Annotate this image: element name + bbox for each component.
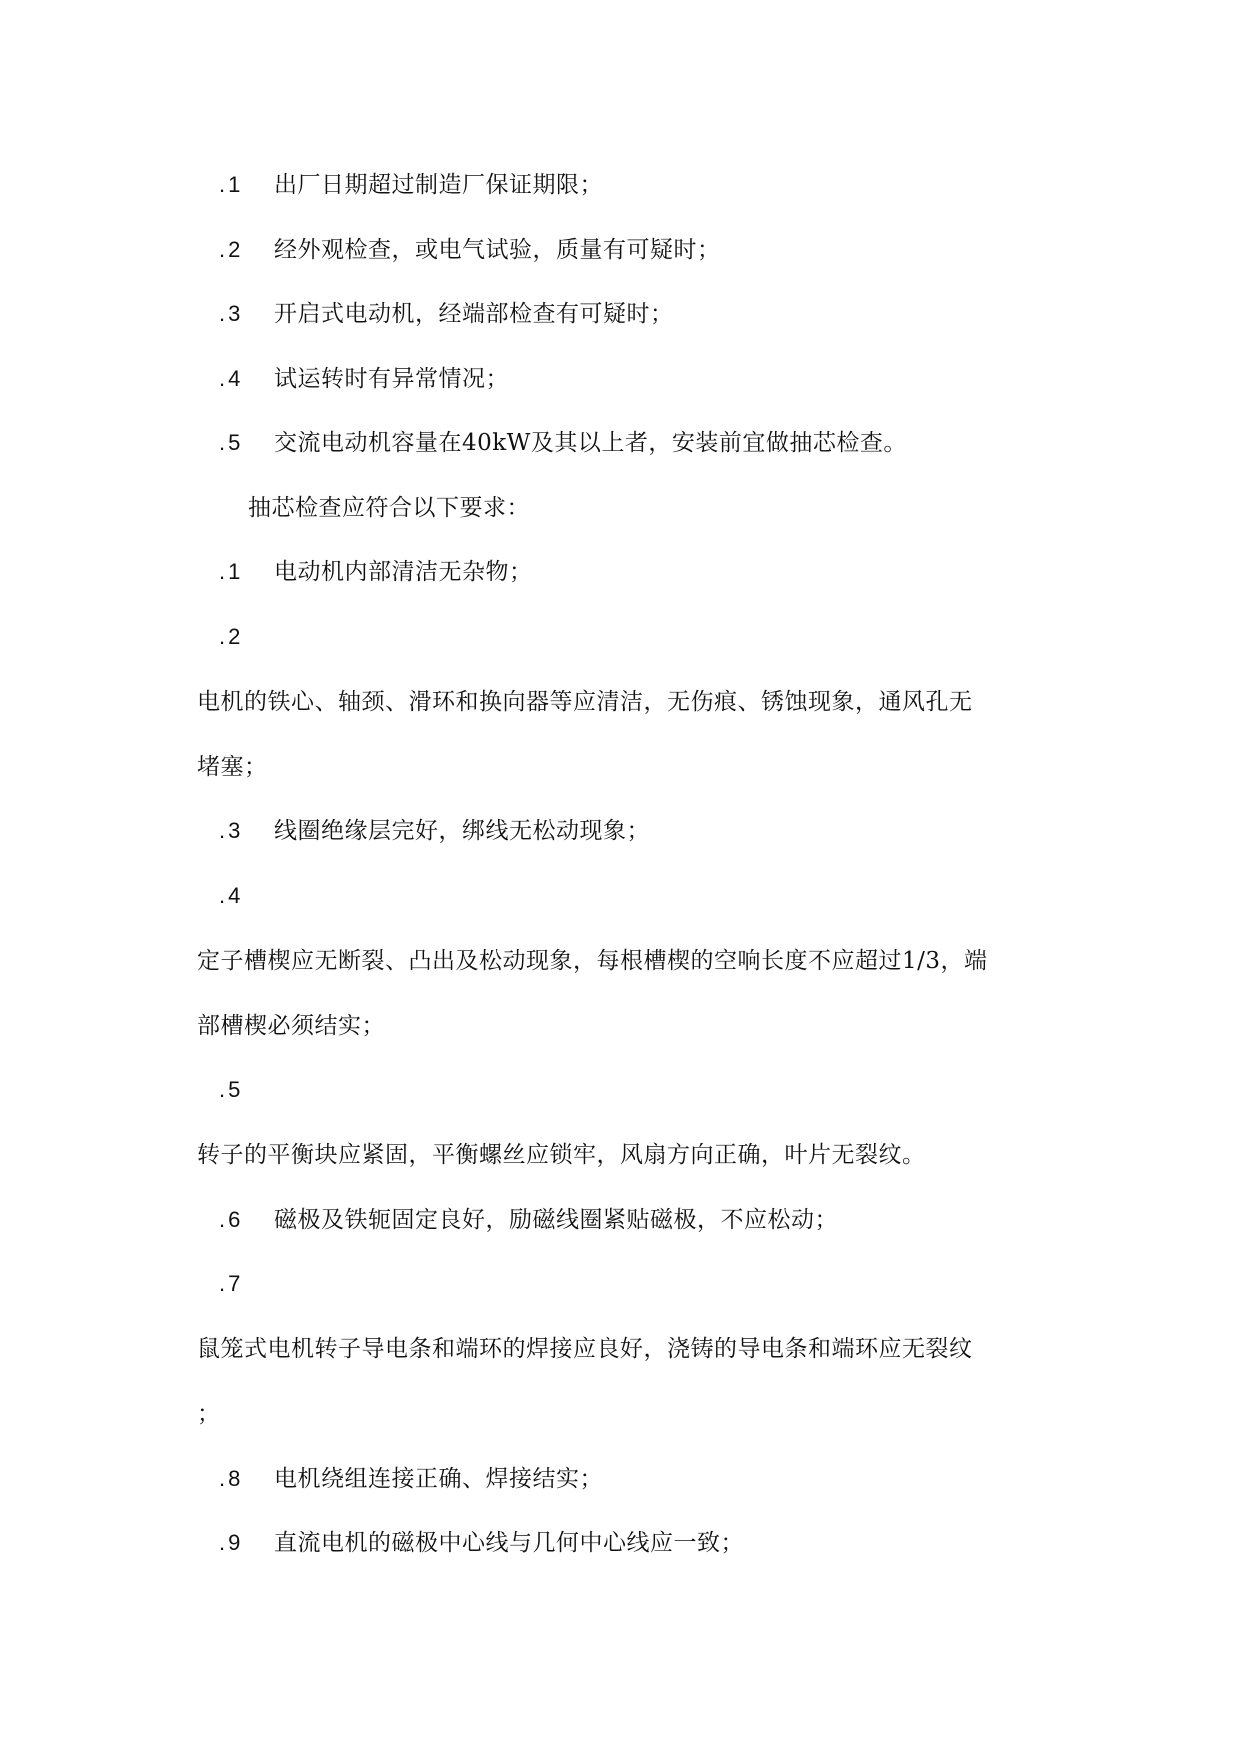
paragraph-line: 鼠笼式电机转子导电条和端环的焊接应良好，浇铸的导电条和端环应无裂纹 bbox=[197, 1336, 973, 1362]
item-text: 交流电动机容量在40kW及其以上者，安装前宜做抽芯检查。 bbox=[274, 430, 907, 456]
item-number: .5 bbox=[219, 430, 244, 455]
item-text: 电机绕组连接正确、焊接结实； bbox=[274, 1466, 603, 1492]
section-intro: 抽芯检查应符合以下要求： bbox=[248, 495, 530, 521]
item-text: 出厂日期超过制造厂保证期限； bbox=[274, 172, 603, 198]
item-text: 电动机内部清洁无杂物； bbox=[274, 559, 533, 585]
item-text: 线圈绝缘层完好，绑线无松动现象； bbox=[274, 818, 650, 844]
item-number: .1 bbox=[219, 559, 244, 584]
item-number: .3 bbox=[219, 301, 244, 326]
item-number: .4 bbox=[219, 366, 244, 391]
item-text: 磁极及铁轭固定良好，励磁线圈紧贴磁极，不应松动； bbox=[274, 1207, 838, 1233]
item-number: .8 bbox=[219, 1466, 244, 1491]
paragraph-line: ； bbox=[197, 1401, 221, 1427]
item-text: 试运转时有异常情况； bbox=[274, 366, 509, 392]
paragraph-line: 转子的平衡块应紧固，平衡螺丝应锁牢，风扇方向正确，叶片无裂纹。 bbox=[197, 1142, 926, 1168]
paragraph-line: 定子槽楔应无断裂、凸出及松动现象，每根槽楔的空响长度不应超过1/3，端 bbox=[197, 948, 988, 974]
item-number: .2 bbox=[219, 624, 244, 649]
item-text: 经外观检查，或电气试验，质量有可疑时； bbox=[274, 237, 721, 263]
item-text: 直流电机的磁极中心线与几何中心线应一致； bbox=[274, 1530, 744, 1556]
item-number: .5 bbox=[219, 1077, 244, 1102]
item-number: .9 bbox=[219, 1530, 244, 1555]
item-number: .3 bbox=[219, 818, 244, 843]
paragraph-line: 堵塞； bbox=[197, 754, 268, 780]
paragraph-line: 部槽楔必须结实； bbox=[197, 1013, 385, 1039]
item-number: .2 bbox=[219, 237, 244, 262]
item-number: .6 bbox=[219, 1207, 244, 1232]
item-number: .4 bbox=[219, 883, 244, 908]
item-text: 开启式电动机，经端部检查有可疑时； bbox=[274, 301, 674, 327]
item-number: .1 bbox=[219, 172, 244, 197]
paragraph-line: 电机的铁心、轴颈、滑环和换向器等应清洁，无伤痕、锈蚀现象，通风孔无 bbox=[197, 689, 973, 715]
item-number: .7 bbox=[219, 1271, 244, 1296]
